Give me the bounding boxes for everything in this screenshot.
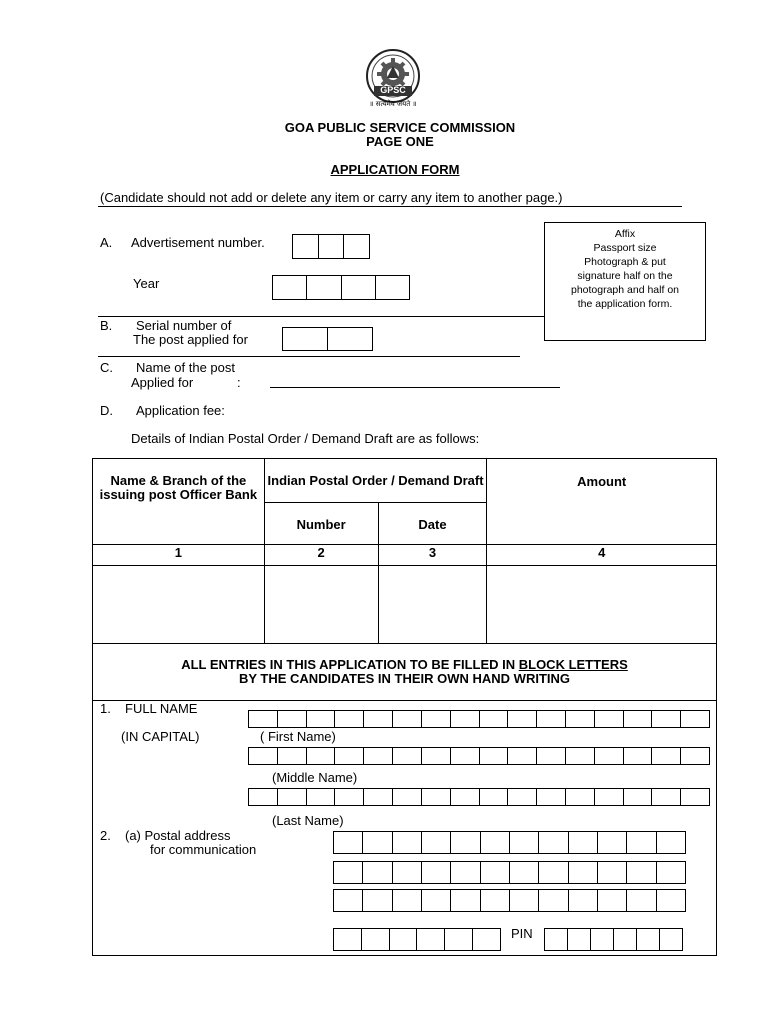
char-box[interactable] — [364, 711, 393, 727]
middle-name-boxes[interactable] — [248, 747, 710, 765]
last-name-label: (Last Name) — [272, 813, 344, 828]
notice-line2: BY THE CANDIDATES IN THEIR OWN HAND WRITING — [238, 671, 570, 686]
full-name-label: FULL NAME — [125, 701, 198, 716]
char-box[interactable] — [393, 832, 422, 853]
char-box[interactable] — [451, 832, 480, 853]
char-box[interactable] — [624, 789, 653, 805]
char-box[interactable] — [545, 929, 568, 950]
char-box[interactable] — [393, 789, 422, 805]
char-box[interactable] — [598, 832, 627, 853]
char-box[interactable] — [451, 862, 480, 883]
form-title: APPLICATION FORM — [330, 162, 460, 177]
char-box[interactable] — [334, 929, 362, 950]
char-box[interactable] — [335, 789, 364, 805]
char-box[interactable] — [598, 862, 627, 883]
char-box[interactable] — [473, 929, 500, 950]
number-input-cell[interactable] — [264, 566, 378, 644]
col-number-header: Number — [264, 503, 378, 545]
char-box[interactable] — [390, 929, 418, 950]
char-box[interactable] — [657, 890, 685, 911]
char-box[interactable] — [566, 711, 595, 727]
char-box[interactable] — [363, 832, 392, 853]
char-box[interactable] — [307, 711, 336, 727]
bank-input-cell[interactable] — [93, 566, 265, 644]
block-letters-notice — [92, 657, 717, 672]
application-fee-label: Application fee: — [136, 403, 225, 418]
char-box[interactable] — [249, 711, 278, 727]
notice-line1-prefix: ALL ENTRIES IN THIS APPLICATION TO BE FILLED IN — [181, 657, 519, 672]
char-box[interactable] — [451, 711, 480, 727]
char-box[interactable] — [393, 748, 422, 764]
char-box[interactable] — [393, 890, 422, 911]
char-box[interactable] — [591, 929, 614, 950]
char-box[interactable] — [278, 789, 307, 805]
item1-number: 1. — [100, 701, 111, 716]
char-box[interactable] — [539, 890, 568, 911]
photo-box[interactable] — [544, 222, 706, 341]
in-capital-label: (IN CAPITAL) — [121, 729, 200, 744]
char-box[interactable] — [657, 832, 685, 853]
section-b-divider — [98, 356, 520, 357]
serial-number-label: Serial number of — [136, 318, 232, 333]
year-boxes[interactable] — [272, 275, 410, 300]
char-box[interactable] — [657, 862, 685, 883]
char-box[interactable] — [481, 890, 510, 911]
char-box[interactable] — [568, 929, 591, 950]
char-box[interactable] — [598, 890, 627, 911]
address-line3-boxes[interactable] — [333, 889, 686, 912]
char-box[interactable] — [539, 862, 568, 883]
char-box[interactable] — [335, 711, 364, 727]
notice-block-letters: BLOCK LETTERS — [518, 657, 628, 672]
char-box[interactable] — [422, 711, 451, 727]
fee-table — [92, 458, 717, 644]
char-box[interactable] — [319, 235, 345, 258]
char-box[interactable] — [451, 789, 480, 805]
char-box[interactable] — [627, 832, 656, 853]
instruction-text: (Candidate should not add or delete any item or carry any item to another page.) — [100, 190, 563, 205]
payment-details-text: Details of Indian Postal Order / Demand Draft are as follows: — [131, 431, 480, 446]
photo-box-line5: photograph and half on — [570, 284, 679, 296]
applied-for-colon: : — [237, 375, 241, 390]
char-box[interactable] — [363, 862, 392, 883]
char-box[interactable] — [451, 748, 480, 764]
for-communication-label: for communication — [150, 842, 257, 857]
section-b-letter: B. — [100, 318, 113, 333]
serial-number-boxes[interactable] — [282, 327, 373, 351]
org-name: GOA PUBLIC SERVICE COMMISSION — [284, 120, 516, 135]
first-name-label: ( First Name) — [260, 729, 336, 744]
section-c-letter: C. — [100, 360, 113, 375]
char-box[interactable] — [278, 711, 307, 727]
post-name-input-line[interactable] — [270, 387, 560, 388]
char-box[interactable] — [393, 862, 422, 883]
char-box[interactable] — [614, 929, 637, 950]
first-name-boxes[interactable] — [248, 710, 710, 728]
char-box[interactable] — [422, 862, 451, 883]
char-box[interactable] — [569, 832, 598, 853]
char-box[interactable] — [307, 276, 341, 299]
col-ipo-dd-header: Indian Postal Order / Demand Draft — [264, 459, 487, 503]
col-date-header: Date — [378, 503, 487, 545]
last-name-boxes[interactable] — [248, 788, 710, 806]
col-number-4: 4 — [487, 545, 717, 566]
char-box[interactable] — [627, 890, 656, 911]
logo-subtext: ॥ सत्यमेव जयते ॥ — [369, 100, 417, 108]
col-amount-header: Amount — [487, 459, 717, 545]
char-box[interactable] — [539, 832, 568, 853]
char-box[interactable] — [422, 748, 451, 764]
post-applied-label: The post applied for — [133, 332, 248, 347]
date-input-cell[interactable] — [378, 566, 487, 644]
char-box[interactable] — [569, 890, 598, 911]
char-box[interactable] — [681, 789, 709, 805]
char-box[interactable] — [283, 328, 328, 350]
instruction-underline — [98, 206, 682, 207]
address-line1-boxes[interactable] — [333, 831, 686, 854]
item2-number: 2. — [100, 828, 111, 843]
char-box[interactable] — [510, 832, 539, 853]
section-d-letter: D. — [100, 403, 113, 418]
photo-box-line1: Affix — [614, 228, 636, 240]
char-box[interactable] — [660, 929, 682, 950]
char-box[interactable] — [508, 789, 537, 805]
logo-text: GPSC — [380, 85, 406, 95]
char-box[interactable] — [537, 789, 566, 805]
char-box[interactable] — [422, 789, 451, 805]
char-box[interactable] — [344, 235, 369, 258]
col-bank-header: Name & Branch of the issuing post Officer Bank — [93, 459, 265, 545]
char-box[interactable] — [307, 748, 336, 764]
char-box[interactable] — [569, 862, 598, 883]
char-box[interactable] — [417, 929, 445, 950]
char-box[interactable] — [652, 789, 681, 805]
col-number-1: 1 — [93, 545, 265, 566]
char-box[interactable] — [273, 276, 307, 299]
char-box[interactable] — [624, 711, 653, 727]
photo-box-line4: signature half on the — [577, 270, 673, 282]
photo-box-line6: the application form. — [577, 298, 673, 310]
char-box[interactable] — [422, 890, 451, 911]
char-box[interactable] — [566, 789, 595, 805]
char-box[interactable] — [652, 711, 681, 727]
char-box[interactable] — [510, 862, 539, 883]
photo-box-line3: Photograph & put — [584, 256, 666, 268]
char-box[interactable] — [624, 748, 653, 764]
advertisement-number-boxes[interactable] — [292, 234, 370, 259]
char-box[interactable] — [249, 789, 278, 805]
char-box[interactable] — [335, 748, 364, 764]
char-box[interactable] — [637, 929, 660, 950]
char-box[interactable] — [307, 789, 336, 805]
char-box[interactable] — [393, 711, 422, 727]
pin-boxes[interactable] — [544, 928, 683, 951]
char-box[interactable] — [363, 890, 392, 911]
postal-address-label: (a) Postal address — [125, 828, 231, 843]
char-box[interactable] — [480, 711, 509, 727]
amount-input-cell[interactable] — [487, 566, 717, 644]
char-box[interactable] — [595, 711, 624, 727]
photo-box-line2: Passport size — [593, 242, 657, 254]
char-box[interactable] — [342, 276, 376, 299]
middle-name-label: (Middle Name) — [272, 770, 358, 785]
applied-for-label: Applied for — [131, 375, 194, 390]
gpsc-logo — [350, 48, 436, 110]
char-box[interactable] — [451, 890, 480, 911]
char-box[interactable] — [537, 711, 566, 727]
char-box[interactable] — [537, 748, 566, 764]
char-box[interactable] — [510, 890, 539, 911]
char-box[interactable] — [422, 832, 451, 853]
char-box[interactable] — [508, 748, 537, 764]
section-a-divider — [98, 316, 544, 317]
col-number-2: 2 — [264, 545, 378, 566]
char-box[interactable] — [364, 789, 393, 805]
char-box[interactable] — [334, 890, 363, 911]
advertisement-number-label: Advertisement number. — [131, 235, 265, 250]
char-box[interactable] — [681, 748, 709, 764]
pin-label: PIN — [511, 926, 533, 941]
char-box[interactable] — [627, 862, 656, 883]
char-box[interactable] — [681, 711, 709, 727]
char-box[interactable] — [362, 929, 390, 950]
char-box[interactable] — [334, 862, 363, 883]
char-box[interactable] — [595, 748, 624, 764]
address-line4-boxes[interactable] — [333, 928, 501, 951]
col-number-3: 3 — [378, 545, 487, 566]
post-name-label: Name of the post — [136, 360, 235, 375]
char-box[interactable] — [508, 711, 537, 727]
char-box[interactable] — [481, 832, 510, 853]
year-label: Year — [133, 276, 160, 291]
char-box[interactable] — [328, 328, 372, 350]
char-box[interactable] — [566, 748, 595, 764]
char-box[interactable] — [652, 748, 681, 764]
char-box[interactable] — [480, 789, 509, 805]
char-box[interactable] — [334, 832, 363, 853]
char-box[interactable] — [278, 748, 307, 764]
char-box[interactable] — [364, 748, 393, 764]
page-label: PAGE ONE — [366, 134, 434, 149]
char-box[interactable] — [445, 929, 473, 950]
char-box[interactable] — [481, 862, 510, 883]
char-box[interactable] — [595, 789, 624, 805]
section-a-letter: A. — [100, 235, 113, 250]
char-box[interactable] — [293, 235, 319, 258]
address-line2-boxes[interactable] — [333, 861, 686, 884]
char-box[interactable] — [249, 748, 278, 764]
char-box[interactable] — [480, 748, 509, 764]
char-box[interactable] — [376, 276, 409, 299]
